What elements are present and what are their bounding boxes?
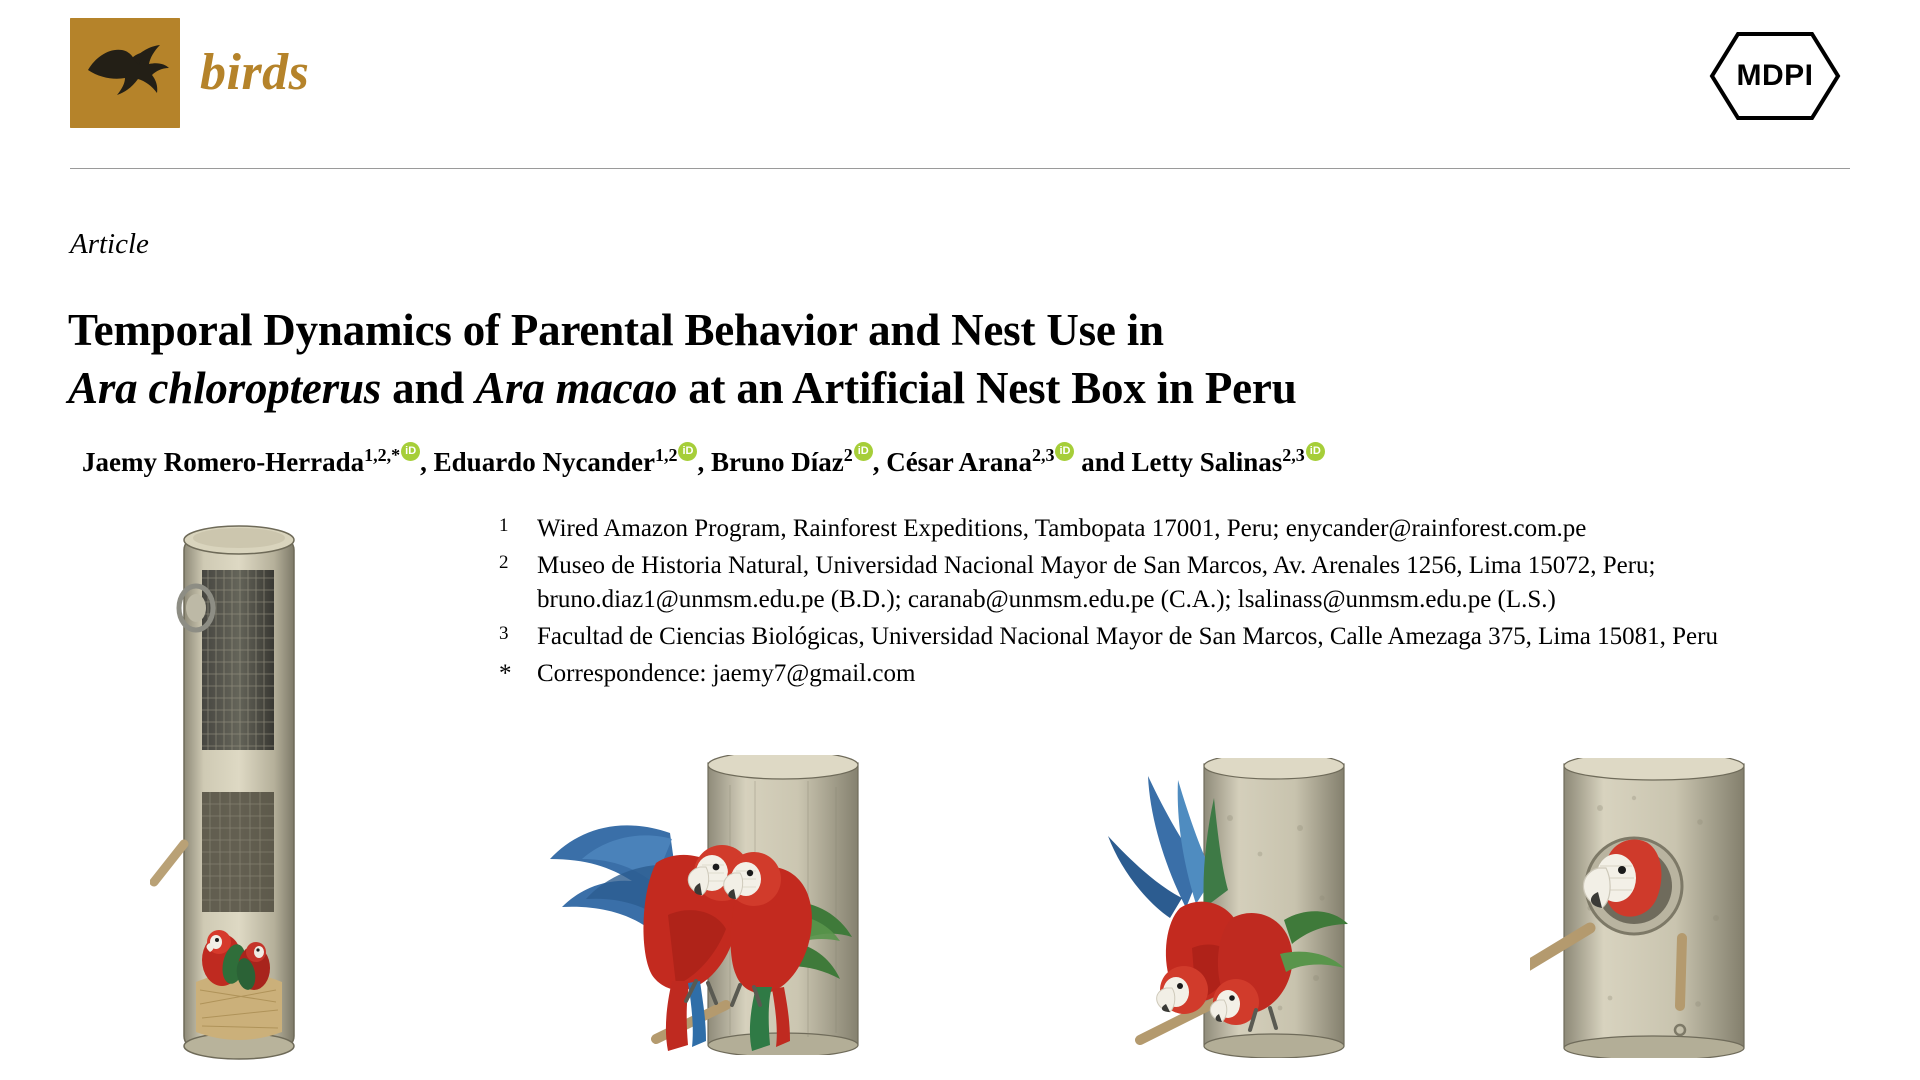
macaw-pair-illustration bbox=[540, 755, 900, 1055]
author-separator: , bbox=[697, 447, 711, 477]
affiliation-row bbox=[490, 549, 1850, 617]
affiliation-list bbox=[490, 512, 1850, 694]
author-entry bbox=[1132, 447, 1325, 477]
author-entry bbox=[82, 447, 434, 477]
affiliation-text: Facultad de Ciencias Biológicas, Universidad Nacional Mayor de San Marcos, Calle Amezaga 375, Lima 15081, Peru bbox=[537, 623, 1718, 650]
orcid-icon[interactable] bbox=[1306, 442, 1325, 461]
page-title bbox=[68, 302, 1858, 417]
author-separator: , bbox=[872, 447, 887, 477]
orcid-icon[interactable] bbox=[401, 442, 420, 461]
author-list bbox=[82, 442, 1852, 478]
mdpi-logo-text: MDPI bbox=[1736, 59, 1814, 92]
author-affiliation-marker: 1,2,* bbox=[364, 445, 401, 465]
author-name: Eduardo Nycander bbox=[433, 447, 655, 477]
title-species-1: Ara chloropterus bbox=[68, 362, 382, 413]
journal-title: birds bbox=[200, 44, 310, 101]
macaw-flight-illustration bbox=[1080, 758, 1390, 1058]
author-name: Bruno Díaz bbox=[710, 447, 844, 477]
header-divider bbox=[70, 168, 1850, 169]
author-name: César Arana bbox=[886, 447, 1032, 477]
author-entry bbox=[434, 447, 711, 477]
mdpi-logo[interactable] bbox=[1700, 26, 1850, 126]
title-conjunction: and bbox=[381, 362, 476, 413]
author-affiliation-marker: 2,3 bbox=[1282, 445, 1305, 465]
author-separator: and bbox=[1074, 447, 1132, 477]
nest-box-illustration bbox=[150, 512, 340, 1072]
journal-branding[interactable] bbox=[70, 18, 309, 128]
author-name: Letty Salinas bbox=[1131, 447, 1283, 477]
correspondence-text: Correspondence: jaemy7@gmail.com bbox=[537, 660, 916, 687]
author-entry bbox=[711, 447, 886, 477]
author-affiliation-marker: 2,3 bbox=[1031, 445, 1055, 465]
affiliation-text: Museo de Historia Natural, Universidad Nacional Mayor de San Marcos, Av. Arenales 1256, Lima 15072, Peru; bruno.diaz1@unmsm.edu.pe (B.D.); caranab@unmsm.edu.pe (C.A.); lsalinass@unmsm.edu.pe (L.S.) bbox=[537, 552, 1656, 613]
affiliation-row bbox=[490, 620, 1850, 654]
affiliation-marker: 2 bbox=[499, 552, 509, 573]
flying-bird-icon bbox=[70, 18, 180, 128]
orcid-icon[interactable] bbox=[1055, 442, 1074, 461]
author-name: Jaemy Romero-Herrada bbox=[82, 447, 365, 477]
author-affiliation-marker: 2 bbox=[843, 445, 853, 465]
article-type-label: Article bbox=[70, 228, 149, 260]
author-separator: , bbox=[420, 447, 434, 477]
macaw-peeking-illustration bbox=[1530, 758, 1810, 1058]
orcid-icon[interactable] bbox=[854, 442, 873, 461]
title-line-2-end: at an Artificial Nest Box in Peru bbox=[677, 362, 1297, 413]
title-line-1: Temporal Dynamics of Parental Behavior and Nest Use in bbox=[68, 305, 1164, 356]
title-species-2: Ara macao bbox=[475, 362, 678, 413]
author-affiliation-marker: 1,2 bbox=[654, 445, 678, 465]
affiliation-row bbox=[490, 512, 1850, 546]
author-entry bbox=[886, 447, 1131, 477]
affiliation-row bbox=[490, 657, 1850, 691]
affiliation-marker: 3 bbox=[499, 623, 509, 644]
orcid-icon[interactable] bbox=[678, 442, 697, 461]
page-header bbox=[70, 18, 1850, 148]
correspondence-marker: * bbox=[499, 660, 512, 687]
affiliation-marker: 1 bbox=[499, 515, 509, 536]
affiliation-text: Wired Amazon Program, Rainforest Expeditions, Tambopata 17001, Peru; enycander@rainforest.com.pe bbox=[537, 515, 1587, 542]
